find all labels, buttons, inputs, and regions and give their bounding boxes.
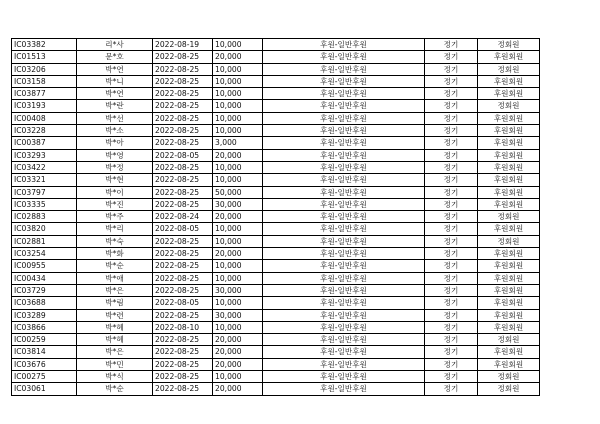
member-id-cell: IC03289 [12,309,77,321]
member-id-cell: IC00275 [12,371,77,383]
table-row [12,346,540,358]
member-type-cell: 정회원 [478,100,540,112]
member-name-cell: 박*식 [77,371,153,383]
frequency-cell: 정기 [425,63,478,75]
amount-cell: 10,000 [213,88,263,100]
member-name-cell: 박*혜 [77,321,153,333]
member-type-cell: 후원회원 [478,125,540,137]
member-type-cell: 정회원 [478,63,540,75]
amount-cell: 20,000 [213,334,263,346]
table-row [12,112,540,124]
table-row [12,371,540,383]
table-row [12,334,540,346]
category-cell: 후원-일반후원 [263,211,425,223]
member-type-cell: 후원회원 [478,321,540,333]
member-id-cell: IC03206 [12,63,77,75]
amount-cell: 20,000 [213,211,263,223]
member-id-cell: IC03729 [12,284,77,296]
member-id-cell: IC03228 [12,125,77,137]
category-cell: 후원-일반후원 [263,223,425,235]
donation-date-cell: 2022-08-25 [153,309,213,321]
table-row [12,284,540,296]
frequency-cell: 정기 [425,174,478,186]
member-id-cell: IC03254 [12,248,77,260]
member-type-cell: 정회원 [478,211,540,223]
frequency-cell: 정기 [425,75,478,87]
member-name-cell: 박*영 [77,149,153,161]
frequency-cell: 정기 [425,260,478,272]
table-row [12,272,540,284]
member-name-cell: 박*숙 [77,235,153,247]
member-type-cell: 정회원 [478,383,540,395]
category-cell: 후원-일반후원 [263,284,425,296]
category-cell: 후원-일반후원 [263,88,425,100]
member-name-cell: 박*민 [77,358,153,370]
category-cell: 후원-일반후원 [263,346,425,358]
member-id-cell: IC03866 [12,321,77,333]
frequency-cell: 정기 [425,223,478,235]
table-row [12,100,540,112]
member-name-cell: 박*진 [77,198,153,210]
donation-ledger-table [11,38,540,396]
table-row [12,39,540,51]
frequency-cell: 정기 [425,272,478,284]
frequency-cell: 정기 [425,358,478,370]
table-row [12,235,540,247]
donation-date-cell: 2022-08-25 [153,383,213,395]
frequency-cell: 정기 [425,309,478,321]
member-id-cell: IC02883 [12,211,77,223]
frequency-cell: 정기 [425,198,478,210]
frequency-cell: 정기 [425,248,478,260]
member-id-cell: IC00259 [12,334,77,346]
member-type-cell: 후원회원 [478,198,540,210]
amount-cell: 10,000 [213,63,263,75]
donation-date-cell: 2022-08-25 [153,358,213,370]
donation-date-cell: 2022-08-24 [153,211,213,223]
amount-cell: 10,000 [213,272,263,284]
donation-date-cell: 2022-08-25 [153,284,213,296]
member-type-cell: 후원회원 [478,75,540,87]
donation-date-cell: 2022-08-25 [153,112,213,124]
member-id-cell: IC03293 [12,149,77,161]
member-id-cell: IC03422 [12,161,77,173]
table-row [12,211,540,223]
donation-date-cell: 2022-08-25 [153,161,213,173]
amount-cell: 10,000 [213,75,263,87]
category-cell: 후원-일반후원 [263,51,425,63]
member-type-cell: 후원회원 [478,174,540,186]
member-type-cell: 후원회원 [478,223,540,235]
frequency-cell: 정기 [425,321,478,333]
amount-cell: 30,000 [213,309,263,321]
member-name-cell: 박*림 [77,297,153,309]
member-name-cell: 박*혜 [77,334,153,346]
frequency-cell: 정기 [425,161,478,173]
member-id-cell: IC03820 [12,223,77,235]
member-name-cell: 박*주 [77,211,153,223]
table-row [12,383,540,395]
category-cell: 후원-일반후원 [263,371,425,383]
amount-cell: 20,000 [213,248,263,260]
frequency-cell: 정기 [425,39,478,51]
member-id-cell: IC00434 [12,272,77,284]
frequency-cell: 정기 [425,346,478,358]
amount-cell: 3,000 [213,137,263,149]
amount-cell: 10,000 [213,321,263,333]
amount-cell: 10,000 [213,223,263,235]
member-id-cell: IC03193 [12,100,77,112]
amount-cell: 10,000 [213,235,263,247]
member-name-cell: 박*선 [77,112,153,124]
table-row [12,260,540,272]
member-id-cell: IC03676 [12,358,77,370]
donation-date-cell: 2022-08-25 [153,75,213,87]
member-type-cell: 후원회원 [478,112,540,124]
ledger-body [12,39,540,396]
amount-cell: 10,000 [213,39,263,51]
member-type-cell: 후원회원 [478,284,540,296]
member-name-cell: 박*니 [77,75,153,87]
category-cell: 후원-일반후원 [263,235,425,247]
amount-cell: 10,000 [213,260,263,272]
table-row [12,186,540,198]
donation-date-cell: 2022-08-25 [153,272,213,284]
member-id-cell: IC03321 [12,174,77,186]
category-cell: 후원-일반후원 [263,334,425,346]
member-name-cell: 박*정 [77,161,153,173]
member-id-cell: IC00387 [12,137,77,149]
donation-date-cell: 2022-08-25 [153,371,213,383]
member-name-cell: 박*연 [77,88,153,100]
table-row [12,88,540,100]
member-type-cell: 후원회원 [478,137,540,149]
member-type-cell: 후원회원 [478,248,540,260]
category-cell: 후원-일반후원 [263,125,425,137]
donation-date-cell: 2022-08-25 [153,198,213,210]
amount-cell: 20,000 [213,51,263,63]
table-row [12,223,540,235]
category-cell: 후원-일반후원 [263,198,425,210]
member-name-cell: 박*소 [77,125,153,137]
donation-date-cell: 2022-08-25 [153,235,213,247]
frequency-cell: 정기 [425,125,478,137]
donation-date-cell: 2022-08-25 [153,174,213,186]
table-row [12,321,540,333]
member-type-cell: 후원회원 [478,309,540,321]
category-cell: 후원-일반후원 [263,321,425,333]
member-type-cell: 후원회원 [478,186,540,198]
member-id-cell: IC03061 [12,383,77,395]
amount-cell: 30,000 [213,284,263,296]
member-name-cell: 박*현 [77,174,153,186]
table-row [12,297,540,309]
member-name-cell: 박*연 [77,63,153,75]
donation-date-cell: 2022-08-25 [153,100,213,112]
category-cell: 후원-일반후원 [263,161,425,173]
member-name-cell: 박*은 [77,346,153,358]
category-cell: 후원-일반후원 [263,309,425,321]
category-cell: 후원-일반후원 [263,39,425,51]
donation-date-cell: 2022-08-25 [153,137,213,149]
table-row [12,51,540,63]
member-id-cell: IC03688 [12,297,77,309]
member-id-cell: IC02881 [12,235,77,247]
member-type-cell: 정회원 [478,371,540,383]
amount-cell: 20,000 [213,149,263,161]
frequency-cell: 정기 [425,235,478,247]
member-name-cell: 박*련 [77,309,153,321]
amount-cell: 10,000 [213,371,263,383]
amount-cell: 20,000 [213,358,263,370]
member-id-cell: IC03158 [12,75,77,87]
donation-date-cell: 2022-08-25 [153,51,213,63]
member-name-cell: 박*화 [77,248,153,260]
amount-cell: 10,000 [213,112,263,124]
donation-date-cell: 2022-08-05 [153,223,213,235]
table-row [12,358,540,370]
donation-date-cell: 2022-08-25 [153,88,213,100]
category-cell: 후원-일반후원 [263,149,425,161]
table-row [12,63,540,75]
frequency-cell: 정기 [425,149,478,161]
table-row [12,161,540,173]
frequency-cell: 정기 [425,371,478,383]
frequency-cell: 정기 [425,112,478,124]
member-name-cell: 박*순 [77,260,153,272]
frequency-cell: 정기 [425,383,478,395]
member-id-cell: IC03335 [12,198,77,210]
table-row [12,75,540,87]
member-name-cell: 박*아 [77,137,153,149]
frequency-cell: 정기 [425,137,478,149]
category-cell: 후원-일반후원 [263,358,425,370]
donation-date-cell: 2022-08-25 [153,125,213,137]
member-id-cell: IC03382 [12,39,77,51]
donation-date-cell: 2022-08-05 [153,149,213,161]
category-cell: 후원-일반후원 [263,63,425,75]
member-id-cell: IC03814 [12,346,77,358]
table-row [12,137,540,149]
category-cell: 후원-일반후원 [263,186,425,198]
donation-date-cell: 2022-08-05 [153,297,213,309]
category-cell: 후원-일반후원 [263,297,425,309]
donation-date-cell: 2022-08-25 [153,248,213,260]
donation-date-cell: 2022-08-25 [153,346,213,358]
member-id-cell: IC00408 [12,112,77,124]
member-id-cell: IC00955 [12,260,77,272]
member-name-cell: 박*순 [77,383,153,395]
frequency-cell: 정기 [425,211,478,223]
table-row [12,125,540,137]
table-row [12,149,540,161]
category-cell: 후원-일반후원 [263,260,425,272]
amount-cell: 10,000 [213,174,263,186]
donation-date-cell: 2022-08-10 [153,321,213,333]
table-row [12,248,540,260]
member-id-cell: IC03877 [12,88,77,100]
category-cell: 후원-일반후원 [263,75,425,87]
table-row [12,198,540,210]
member-type-cell: 후원회원 [478,297,540,309]
category-cell: 후원-일반후원 [263,137,425,149]
amount-cell: 10,000 [213,297,263,309]
table-row [12,309,540,321]
member-id-cell: IC01513 [12,51,77,63]
member-type-cell: 정회원 [478,334,540,346]
amount-cell: 30,000 [213,198,263,210]
donation-date-cell: 2022-08-25 [153,63,213,75]
frequency-cell: 정기 [425,100,478,112]
member-type-cell: 후원회원 [478,88,540,100]
amount-cell: 50,000 [213,186,263,198]
member-type-cell: 후원회원 [478,358,540,370]
donation-date-cell: 2022-08-25 [153,186,213,198]
donation-date-cell: 2022-08-25 [153,334,213,346]
category-cell: 후원-일반후원 [263,174,425,186]
member-name-cell: 박*이 [77,186,153,198]
member-id-cell: IC03797 [12,186,77,198]
donation-date-cell: 2022-08-25 [153,260,213,272]
member-type-cell: 후원회원 [478,161,540,173]
category-cell: 후원-일반후원 [263,248,425,260]
frequency-cell: 정기 [425,186,478,198]
category-cell: 후원-일반후원 [263,383,425,395]
member-name-cell: 문*호 [77,51,153,63]
member-name-cell: 박*은 [77,284,153,296]
amount-cell: 20,000 [213,346,263,358]
donation-date-cell: 2022-08-19 [153,39,213,51]
category-cell: 후원-일반후원 [263,272,425,284]
frequency-cell: 정기 [425,297,478,309]
amount-cell: 10,000 [213,161,263,173]
amount-cell: 10,000 [213,125,263,137]
amount-cell: 20,000 [213,383,263,395]
member-name-cell: 박*애 [77,272,153,284]
member-name-cell: 박*리 [77,223,153,235]
frequency-cell: 정기 [425,88,478,100]
frequency-cell: 정기 [425,284,478,296]
member-type-cell: 후원회원 [478,51,540,63]
frequency-cell: 정기 [425,51,478,63]
member-name-cell: 리*사 [77,39,153,51]
member-type-cell: 후원회원 [478,260,540,272]
member-type-cell: 후원회원 [478,346,540,358]
member-type-cell: 후원회원 [478,149,540,161]
amount-cell: 10,000 [213,100,263,112]
member-name-cell: 박*란 [77,100,153,112]
member-type-cell: 정회원 [478,235,540,247]
category-cell: 후원-일반후원 [263,112,425,124]
frequency-cell: 정기 [425,334,478,346]
table-row [12,174,540,186]
category-cell: 후원-일반후원 [263,100,425,112]
member-type-cell: 후원회원 [478,272,540,284]
member-type-cell: 정회원 [478,39,540,51]
